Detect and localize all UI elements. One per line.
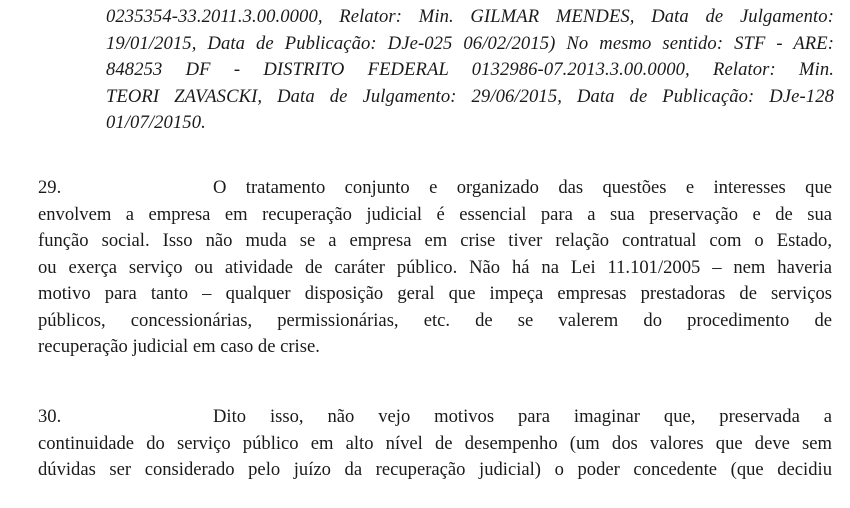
paragraph-line: ou exerça serviço ou atividade de caráter público. Não há na Lei 11.101/2005 – nem haveria — [38, 256, 832, 278]
paragraph-line: motivo para tanto – qualquer disposição geral que impeça empresas prestadoras de serviços — [38, 283, 832, 304]
paragraph-opening-text: O tratamento conjunto e organizado das questões e interesses que — [213, 177, 832, 198]
paragraph-first-line — [38, 175, 832, 202]
paragraph-29 — [38, 175, 832, 361]
paragraph-opening-text: Dito isso, não vejo motivos para imaginar que, preservada a — [213, 406, 832, 427]
paragraph-line: envolvem a empresa em recuperação judicial é essencial para a sua preservação e de sua — [38, 203, 832, 225]
paragraph-line: função social. Isso não muda se a empresa em crise tiver relação contratual com o Estado, — [38, 230, 832, 251]
paragraph-line: dúvidas ser considerado pelo juízo da recuperação judicial) o poder concedente (que decidiu — [38, 459, 832, 480]
quote-line: 0235354-33.2011.3.00.0000, Relator: Min. GILMAR MENDES, Data de Julgamento: — [106, 6, 834, 27]
paragraph-line: públicos, concessionárias, permissionárias, etc. de se valerem do procedimento de — [38, 309, 832, 331]
citation-quote — [106, 4, 834, 137]
paragraph-line: continuidade do serviço público em alto nível de desempenho (um dos valores que deve sem — [38, 432, 832, 454]
quote-line: 848253 DF - DISTRITO FEDERAL 0132986-07.2013.3.00.0000, Relator: Min. — [106, 59, 834, 80]
quote-line: 01/07/20150. — [106, 112, 206, 133]
paragraph-first-line — [38, 404, 832, 431]
paragraph-line: recuperação judicial em caso de crise. — [38, 336, 320, 357]
paragraph-number: 29. — [38, 177, 62, 198]
paragraph-30 — [38, 404, 832, 484]
quote-line: TEORI ZAVASCKI, Data de Julgamento: 29/06/2015, Data de Publicação: DJe-128 — [106, 85, 834, 107]
quote-line: 19/01/2015, Data de Publicação: DJe-025 06/02/2015) No mesmo sentido: STF - ARE: — [106, 32, 834, 54]
paragraph-number: 30. — [38, 406, 62, 427]
